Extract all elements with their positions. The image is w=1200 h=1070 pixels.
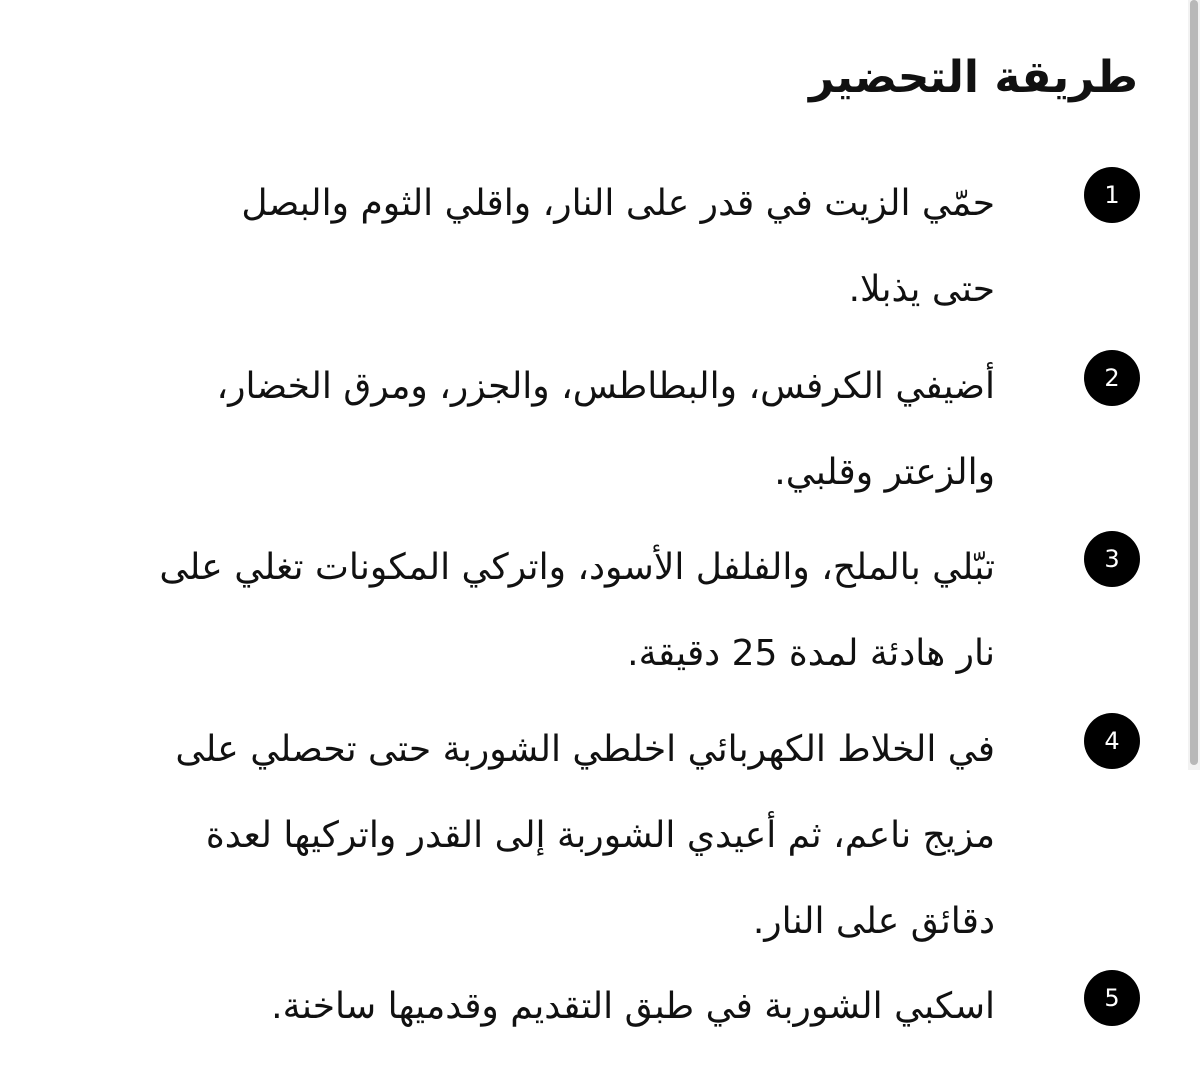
step-text	[35, 161, 995, 333]
step-text-line: في الخلاط الكهربائي اخلطي الشوربة حتى تحصلي على	[175, 729, 995, 770]
step-number-badge: 4	[1084, 713, 1140, 769]
step-text-line: نار هادئة لمدة 25 دقيقة.	[627, 633, 995, 674]
step-number-badge: 3	[1084, 531, 1140, 587]
step-number-badge: 5	[1084, 970, 1140, 1026]
step-number-badge: 1	[1084, 167, 1140, 223]
scrollbar-thumb[interactable]	[1190, 0, 1198, 765]
step-number-badge: 2	[1084, 350, 1140, 406]
step-text	[35, 964, 995, 1050]
section-title: طريقة التحضير	[809, 52, 1138, 103]
step-text-line: دقائق على النار.	[752, 901, 995, 942]
step-text-line: أضيفي الكرفس، والبطاطس، والجزر، ومرق الخضار،	[216, 366, 995, 407]
step-text-line: حتى يذبلا.	[848, 269, 995, 310]
step-text-line: والزعتر وقلبي.	[774, 452, 995, 493]
step-text-line: تبّلي بالملح، والفلفل الأسود، واتركي المكونات تغلي على	[159, 547, 995, 588]
step-text	[35, 707, 995, 965]
vertical-scrollbar[interactable]	[1188, 0, 1200, 770]
step-text-line: اسكبي الشوربة في طبق التقديم وقدميها ساخنة.	[271, 986, 995, 1027]
step-text	[35, 525, 995, 697]
step-text	[35, 344, 995, 516]
step-text-line: مزيج ناعم، ثم أعيدي الشوربة إلى القدر واتركيها لعدة	[205, 815, 995, 856]
step-text-line: حمّي الزيت في قدر على النار، واقلي الثوم والبصل	[241, 183, 995, 224]
